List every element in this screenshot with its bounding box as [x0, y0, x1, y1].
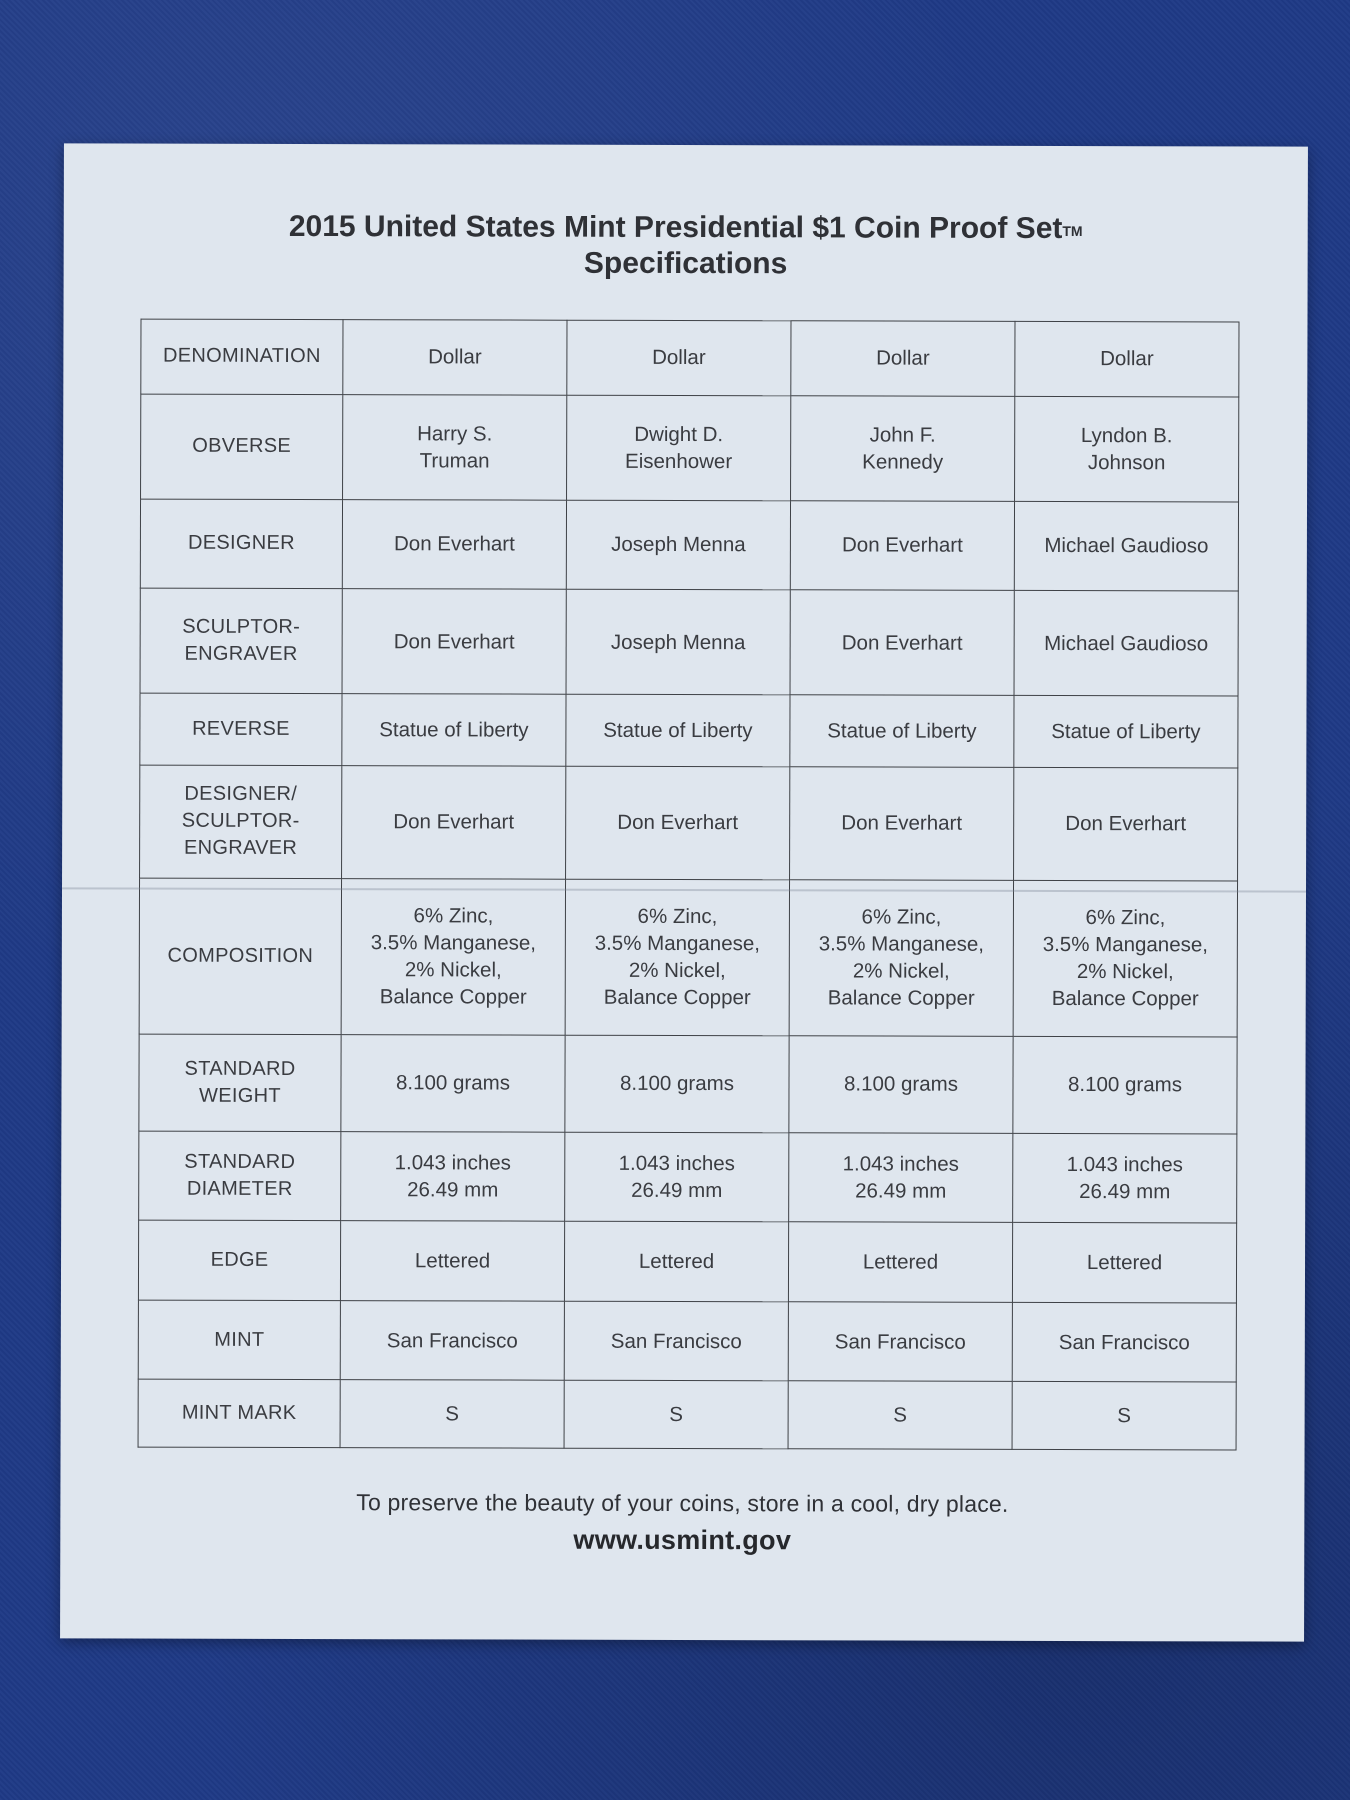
table-row-standard-weight	[139, 1034, 1237, 1133]
row-label: DENOMINATION	[141, 319, 343, 395]
table-cell: John F. Kennedy	[791, 396, 1015, 501]
table-cell: Statue of Liberty	[1014, 695, 1238, 767]
row-label: MINT	[138, 1300, 340, 1380]
row-label: DESIGNER/ SCULPTOR- ENGRAVER	[140, 765, 342, 879]
trademark-symbol: TM	[1062, 222, 1083, 240]
specifications-table	[138, 319, 1240, 1451]
table-row-mint-mark	[138, 1379, 1236, 1450]
table-cell: Don Everhart	[342, 765, 566, 879]
table-cell: 8.100 grams	[341, 1035, 565, 1132]
table-cell: San Francisco	[340, 1301, 564, 1381]
row-label: STANDARD WEIGHT	[139, 1034, 341, 1131]
table-cell: Michael Gaudioso	[1014, 591, 1238, 696]
table-cell: Harry S. Truman	[343, 395, 567, 500]
table-cell: Lettered	[564, 1221, 788, 1302]
table-cell: 6% Zinc, 3.5% Manganese, 2% Nickel, Balance Copper	[789, 880, 1013, 1037]
table-cell: Don Everhart	[790, 501, 1014, 591]
row-label: EDGE	[138, 1220, 340, 1301]
table-cell: 8.100 grams	[1013, 1036, 1237, 1133]
table-row-designer	[140, 499, 1238, 591]
table-row-mint	[138, 1300, 1236, 1382]
table-cell: Don Everhart	[790, 767, 1014, 881]
table-cell: Statue of Liberty	[342, 694, 566, 766]
title-text: 2015 United States Mint Presidential $1 Coin Proof Set	[288, 209, 1063, 245]
row-label: MINT MARK	[138, 1379, 340, 1447]
table-cell: S	[788, 1381, 1012, 1449]
table-row-reverse-designer	[140, 765, 1238, 881]
table-cell: Dollar	[567, 320, 791, 396]
table-cell: Lettered	[340, 1221, 564, 1302]
table-row-denomination	[141, 319, 1239, 397]
table-cell: Dollar	[343, 320, 567, 396]
table-row-sculptor-engraver	[140, 588, 1238, 696]
table-row-edge	[138, 1220, 1236, 1303]
card-title	[64, 208, 1308, 283]
table-cell: 6% Zinc, 3.5% Manganese, 2% Nickel, Balance Copper	[1013, 880, 1237, 1037]
row-label: REVERSE	[140, 693, 342, 765]
table-cell: San Francisco	[788, 1302, 1012, 1382]
table-cell: Statue of Liberty	[790, 695, 1014, 767]
table-cell: San Francisco	[1012, 1302, 1236, 1382]
website-url: www.usmint.gov	[573, 1524, 792, 1556]
table-cell: Don Everhart	[1014, 767, 1238, 881]
table-cell: San Francisco	[564, 1301, 788, 1381]
table-cell: Dollar	[791, 321, 1015, 397]
table-cell: Don Everhart	[342, 589, 566, 694]
table-cell: Michael Gaudioso	[1014, 501, 1238, 591]
row-label: DESIGNER	[140, 499, 342, 589]
title-line-2: Specifications	[583, 246, 788, 281]
row-label: COMPOSITION	[139, 878, 341, 1035]
table-cell: 1.043 inches 26.49 mm	[1013, 1133, 1237, 1223]
table-row-reverse	[140, 693, 1238, 768]
spec-card	[60, 143, 1308, 1641]
table-row-composition	[139, 878, 1237, 1037]
row-label: SCULPTOR- ENGRAVER	[140, 588, 342, 693]
table-cell: S	[340, 1380, 564, 1448]
title-line-1	[64, 208, 1308, 247]
table-cell: Statue of Liberty	[566, 694, 790, 766]
table-cell: 6% Zinc, 3.5% Manganese, 2% Nickel, Balance Copper	[341, 878, 565, 1035]
table-cell: S	[564, 1380, 788, 1448]
table-cell: Joseph Menna	[566, 500, 790, 590]
table-row-obverse	[141, 394, 1239, 502]
table-cell: 8.100 grams	[789, 1036, 1013, 1133]
table-cell: Don Everhart	[790, 590, 1014, 695]
table-cell: Lettered	[788, 1222, 1012, 1303]
table-cell: Dollar	[1015, 321, 1239, 397]
table-row-standard-diameter	[139, 1131, 1237, 1223]
row-label: OBVERSE	[141, 394, 343, 499]
table-cell: Joseph Menna	[566, 589, 790, 694]
table-cell: 1.043 inches 26.49 mm	[341, 1131, 565, 1221]
table-cell: Dwight D. Eisenhower	[567, 395, 791, 500]
table-cell: 6% Zinc, 3.5% Manganese, 2% Nickel, Balance Copper	[565, 879, 789, 1036]
table-cell: 8.100 grams	[565, 1035, 789, 1132]
storage-note: To preserve the beauty of your coins, store in a cool, dry place.	[356, 1489, 1009, 1517]
table-cell: Don Everhart	[566, 766, 790, 880]
table-cell: S	[1012, 1381, 1236, 1449]
table-cell: Don Everhart	[342, 499, 566, 589]
table-cell: 1.043 inches 26.49 mm	[789, 1132, 1013, 1222]
table-cell: Lyndon B. Johnson	[1015, 396, 1239, 501]
row-label: STANDARD DIAMETER	[139, 1131, 341, 1221]
table-cell: 1.043 inches 26.49 mm	[565, 1132, 789, 1222]
table-cell: Lettered	[1012, 1222, 1236, 1303]
